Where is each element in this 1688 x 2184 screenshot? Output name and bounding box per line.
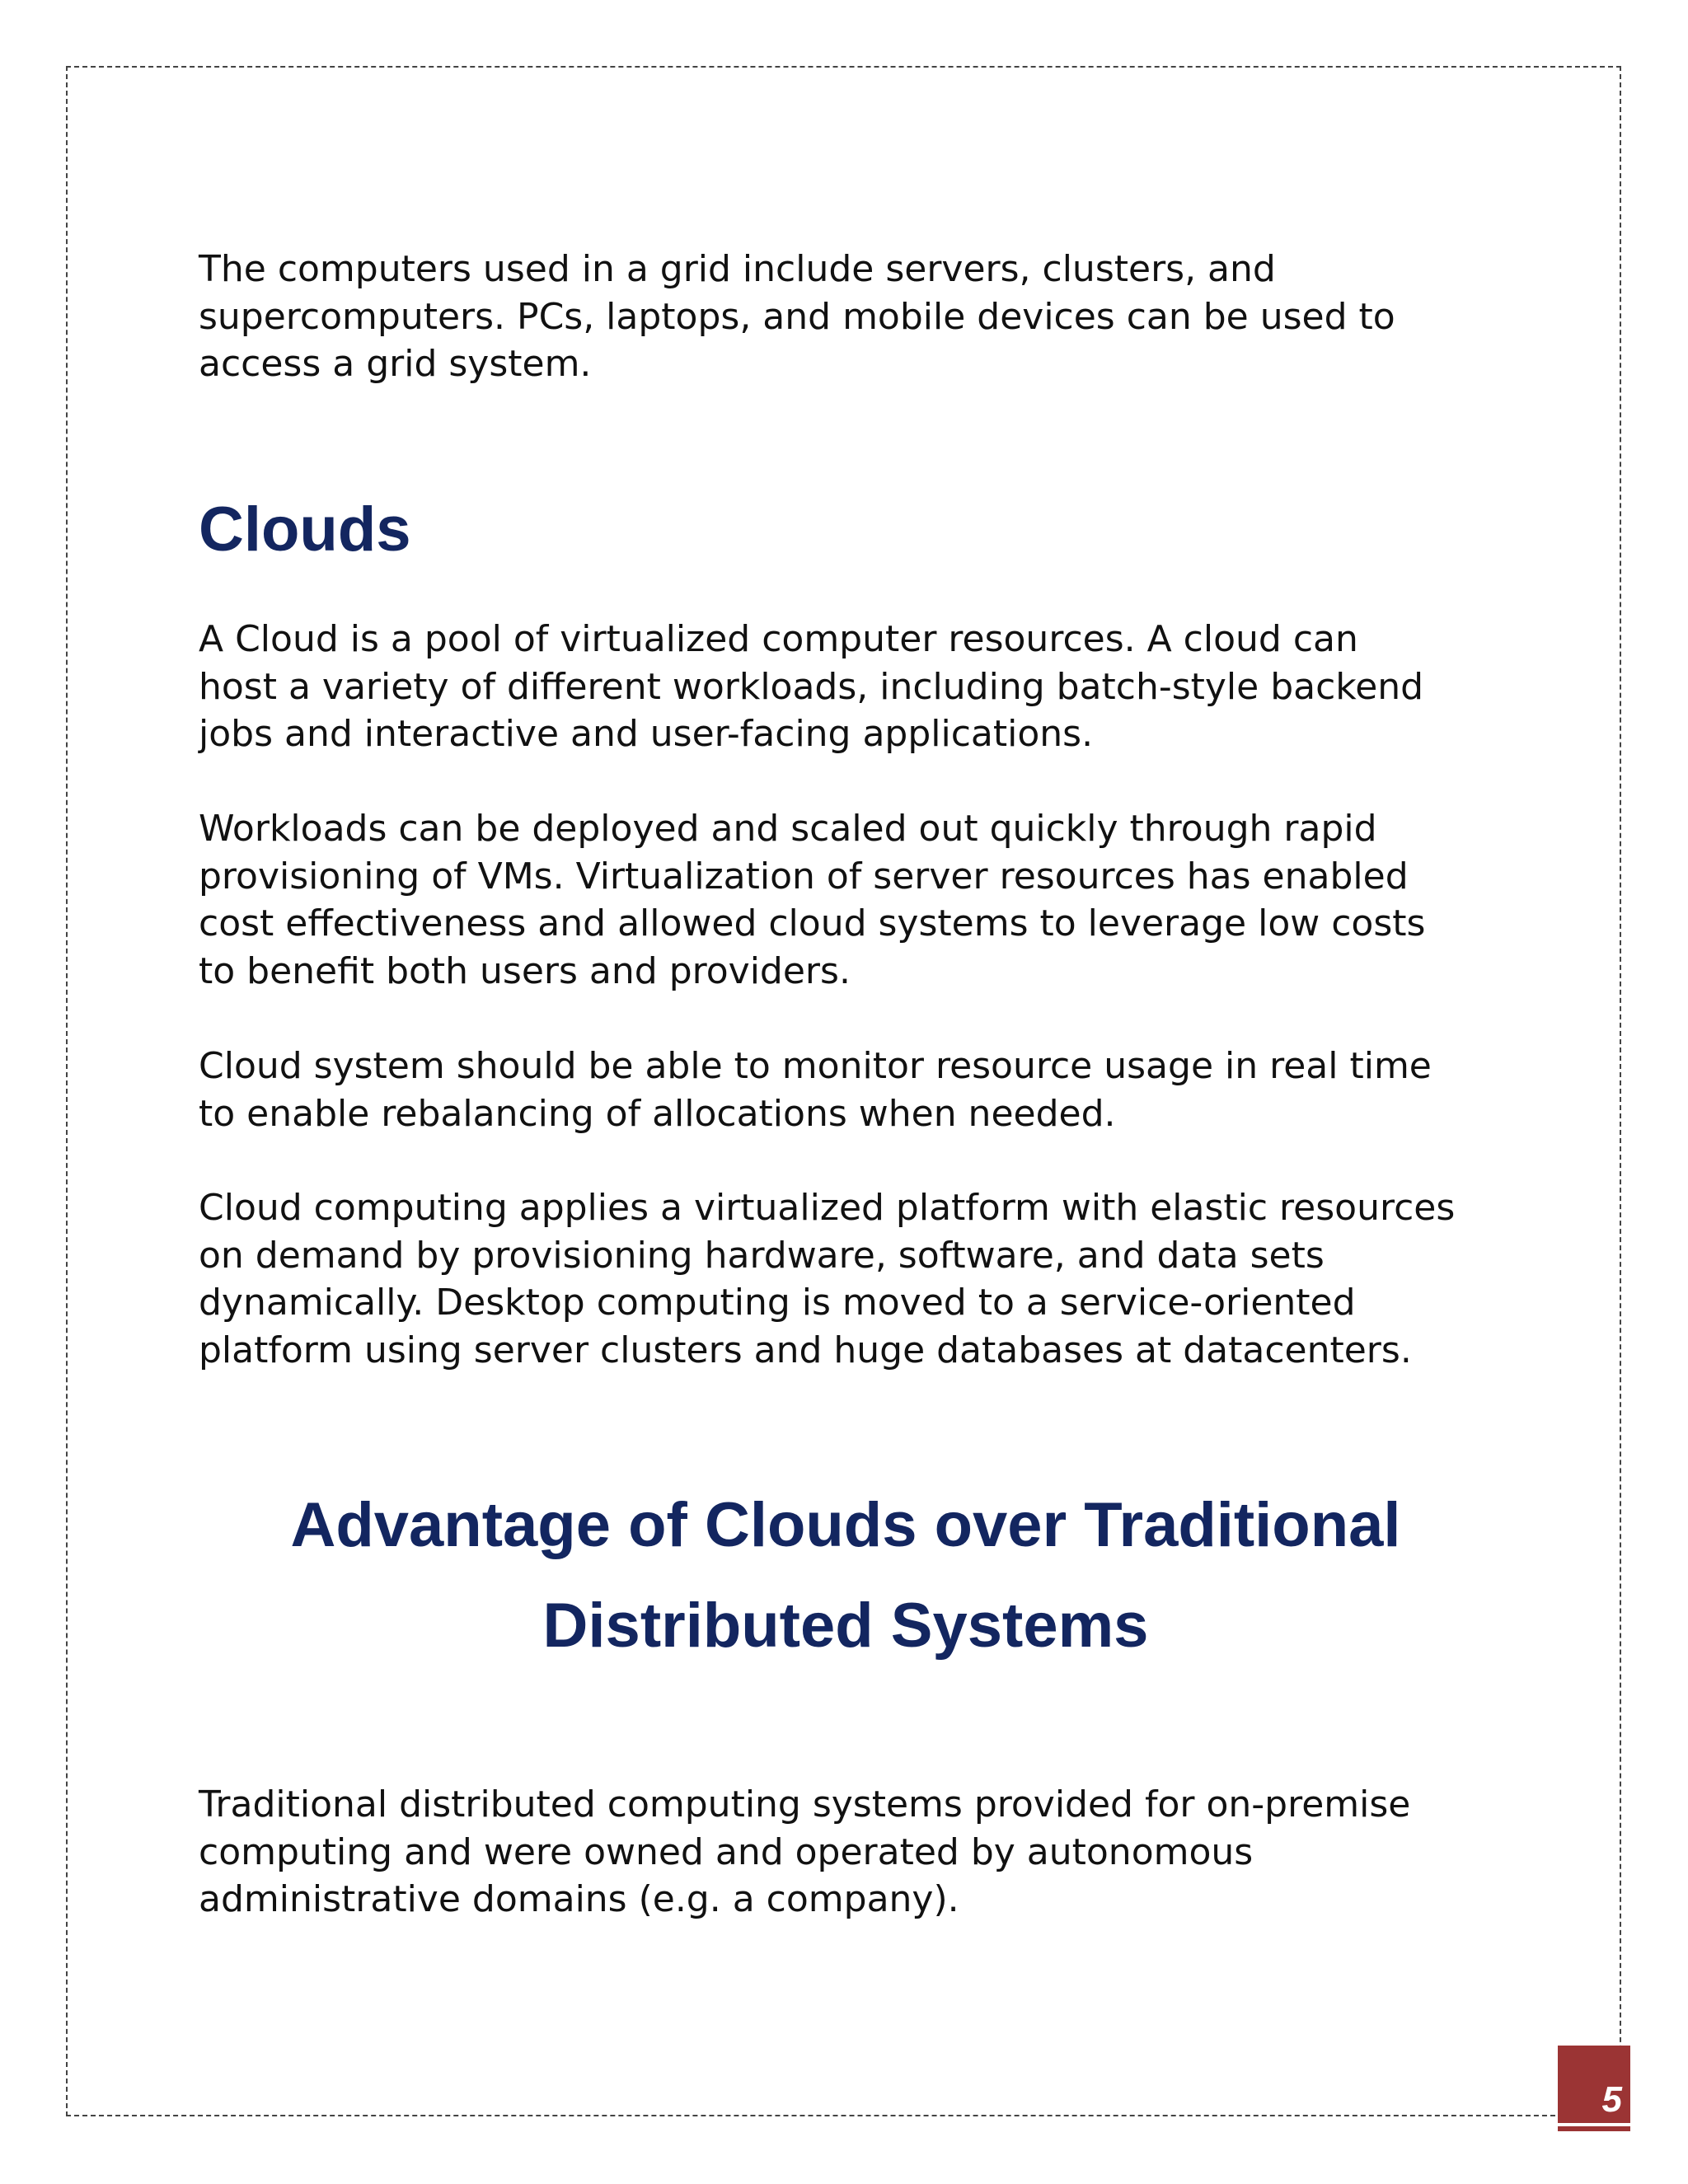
- paragraph-line: to enable rebalancing of allocations when needed.: [199, 1092, 1116, 1135]
- paragraph-line: A Cloud is a pool of virtualized computer resources. A cloud can: [199, 618, 1358, 660]
- paragraph-line: provisioning of VMs. Virtualization of server resources has enabled: [199, 855, 1409, 898]
- paragraph-line: cost effectiveness and allowed cloud systems to leverage low costs: [199, 902, 1426, 944]
- page-number-underline: [1558, 2123, 1630, 2126]
- clouds-paragraph-2: [199, 805, 1526, 995]
- paragraph-line: Traditional distributed computing systems provided for on-premise: [199, 1783, 1411, 1825]
- paragraph-line: supercomputers. PCs, laptops, and mobile devices can be used to: [199, 295, 1395, 338]
- paragraph-line: host a variety of different workloads, including batch-style backend: [199, 665, 1424, 708]
- paragraph-line: Cloud computing applies a virtualized platform with elastic resources: [199, 1187, 1456, 1229]
- intro-paragraph: [199, 246, 1526, 388]
- paragraph-line: access a grid system.: [199, 343, 592, 385]
- heading-line: Distributed Systems: [542, 1591, 1149, 1661]
- paragraph-line: Workloads can be deployed and scaled out quickly through rapid: [199, 808, 1377, 850]
- paragraph-line: Cloud system should be able to monitor resource usage in real time: [199, 1045, 1432, 1087]
- page-number: 5: [1601, 2079, 1622, 2120]
- paragraph-line: jobs and interactive and user-facing applications.: [199, 713, 1094, 755]
- paragraph-line: administrative domains (e.g. a company).: [199, 1878, 959, 1920]
- paragraph-line: on demand by provisioning hardware, software, and data sets: [199, 1234, 1325, 1277]
- heading-line: Advantage of Clouds over Traditional: [290, 1490, 1401, 1560]
- page-number-badge: [1558, 2046, 1630, 2131]
- paragraph-line: to benefit both users and providers.: [199, 949, 851, 992]
- paragraph-line: platform using server clusters and huge databases at datacenters.: [199, 1329, 1412, 1371]
- paragraph-line: dynamically. Desktop computing is moved to a service-oriented: [199, 1282, 1356, 1324]
- paragraph-line: The computers used in a grid include servers, clusters, and: [199, 248, 1276, 290]
- clouds-paragraph-3: [199, 1043, 1526, 1137]
- advantage-heading: [199, 1475, 1493, 1676]
- clouds-paragraph-1: [199, 616, 1526, 758]
- clouds-paragraph-4: [199, 1184, 1526, 1374]
- advantage-paragraph: [199, 1781, 1526, 1924]
- paragraph-line: computing and were owned and operated by autonomous: [199, 1830, 1254, 1873]
- clouds-heading: Clouds: [199, 494, 411, 565]
